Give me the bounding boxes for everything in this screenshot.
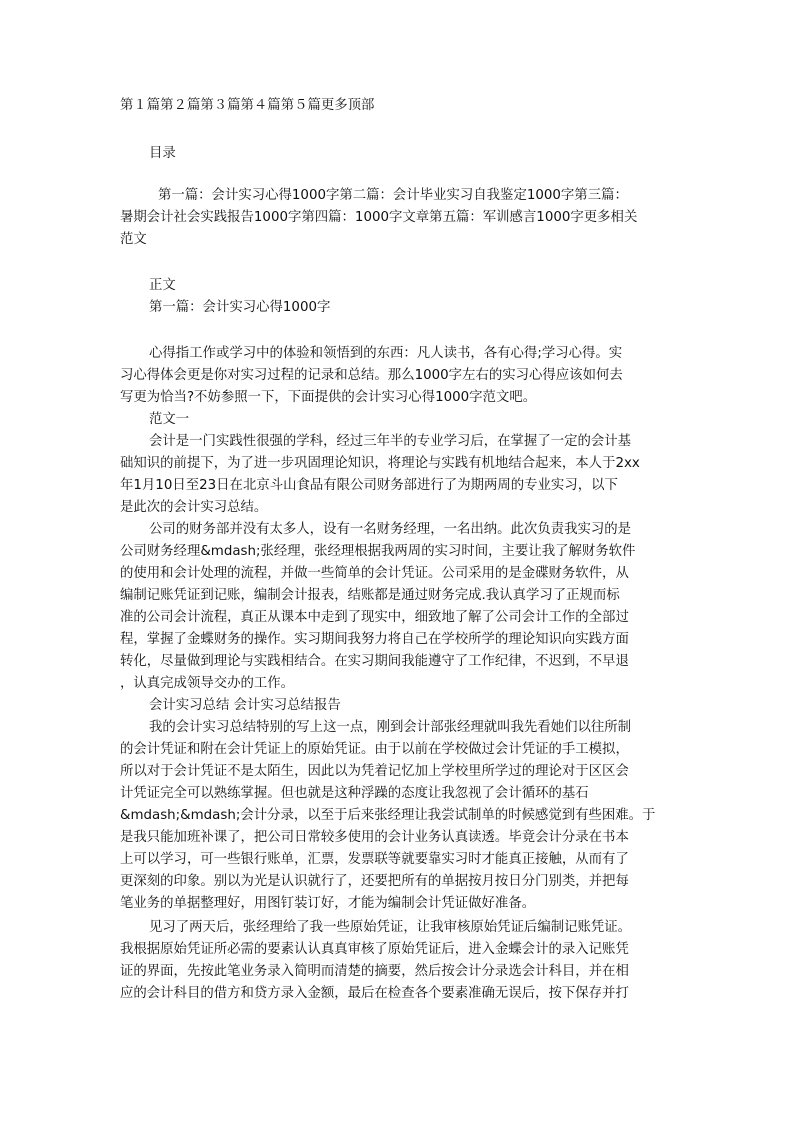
text-line: 是此次的会计实习总结。 <box>120 500 268 515</box>
nav-link-part-4[interactable]: 第４篇 <box>240 98 281 113</box>
text-line: 应的会计科目的借方和贷方录入金额，最后在检查各个要素准确无误后，按下保存并打 <box>120 986 629 1001</box>
text-line: 公司财务经理&mdash;张经理，张经理根据我两周的实习时间，主要让我了解财务软件 <box>120 544 636 559</box>
text-line: 笔业务的单据整理好，用图钉装订好，才能为编制会计凭证做好准备。 <box>120 896 536 911</box>
text-line: 准的公司会计流程，真正从课本中走到了现实中，细致地了解了公司会计工作的全部过 <box>120 610 629 625</box>
nav-link-more[interactable]: 更多 <box>320 98 348 113</box>
section-label: 会计实习总结 会计实习总结报告 <box>149 698 341 713</box>
text-line: 上可以学习，可一些银行账单，汇票，发票联等就要靠实习时才能真正接触，从而有了 <box>120 852 629 867</box>
text-line: 的会计凭证和附在会计凭证上的原始凭证。由于以前在学校做过会计凭证的手工模拟， <box>120 742 629 757</box>
text-line: 证的界面，先按此笔业务录入简明而清楚的摘要，然后按会计分录选会计科目，并在相 <box>120 964 629 979</box>
toc-line[interactable]: 范文 <box>120 232 147 247</box>
toc-heading: 目录 <box>149 146 176 161</box>
text-line: 年1月10日至23日在北京斗山食品有限公司财务部进行了为期两周的专业实习，以下 <box>120 478 618 493</box>
text-line: 的使用和会计处理的流程，并做一些简单的会计凭证。公司采用的是金碟财务软件，从 <box>120 566 629 581</box>
article-title: 第一篇：会计实习心得1000字 <box>149 300 331 315</box>
nav-link-part-2[interactable]: 第２篇 <box>160 98 201 113</box>
text-line: 所以对于会计凭证不是太陌生，因此以为凭着记忆加上学校里所学过的理论对于区区会 <box>120 764 629 779</box>
text-line: 写更为恰当?不妨参照一下，下面提供的会计实习心得1000字范文吧。 <box>120 390 537 405</box>
text-line: 转化，尽量做到理论与实践相结合。在实习期间我能遵守了工作纪律，不迟到，不早退 <box>120 654 629 669</box>
body-heading: 正文 <box>149 278 176 293</box>
text-line: 我根据原始凭证所必需的要素认认真真审核了原始凭证后，进入金蝶会计的录入记账凭 <box>120 942 629 957</box>
text-line: 是我只能加班补课了，把公司日常较多使用的会计业务认真读透。毕竟会计分录在书本 <box>120 830 629 845</box>
text-line: 公司的财务部并没有太多人，设有一名财务经理，一名出纳。此次负责我实习的是 <box>149 522 632 537</box>
text-line: 见习了两天后，张经理给了我一些原始凭证，让我审核原始凭证后编制记账凭证。 <box>149 920 632 935</box>
text-line: 础知识的前提下，为了进一步巩固理论知识，将理论与实践有机地结合起来，本人于2xx <box>120 456 640 471</box>
section-label: 范文一 <box>149 412 190 427</box>
text-line: 习心得体会更是你对实习过程的记录和总结。那么1000字左右的实习心得应该如何去 <box>120 368 623 383</box>
text-line: 我的会计实习总结特别的写上这一点，刚到会计部张经理就叫我先看她们以往所制 <box>149 720 632 735</box>
page-nav <box>120 98 374 114</box>
text-line: &mdash;&mdash;会计分录，以至于后来张经理让我尝试制单的时候感觉到有些困难。于 <box>120 808 656 823</box>
text-line: 会计是一门实践性很强的学科，经过三年半的专业学习后，在掌握了一定的会计基 <box>149 434 632 449</box>
text-line: 心得指工作或学习中的体验和领悟到的东西：凡人读书，各有心得;学习心得。实 <box>149 346 623 361</box>
text-line: 程，掌握了金蝶财务的操作。实习期间我努力将自己在学校所学的理论知识向实践方面 <box>120 632 629 647</box>
text-line: 更深刻的印象。别以为光是认识就行了，还要把所有的单据按月按日分门别类，并把每 <box>120 874 629 889</box>
nav-link-part-5[interactable]: 第５篇 <box>280 98 321 113</box>
text-line: 编制记账凭证到记账，编制会计报表，结账都是通过财务完成.我认真学习了正规而标 <box>120 588 620 603</box>
text-line: ，认真完成领导交办的工作。 <box>120 676 295 691</box>
toc-line[interactable]: 第一篇：会计实习心得1000字第二篇：会计毕业实习自我鉴定1000字第三篇： <box>158 188 628 203</box>
nav-link-top[interactable]: 顶部 <box>347 98 375 113</box>
nav-link-part-3[interactable]: 第３篇 <box>200 98 241 113</box>
toc-line[interactable]: 暑期会计社会实践报告1000字第四篇：1000字文章第五篇：军训感言1000字更多相关 <box>120 210 638 225</box>
nav-link-part-1[interactable]: 第１篇 <box>120 98 161 113</box>
text-line: 计凭证完全可以熟练掌握。但也就是这种浮躁的态度让我忽视了会计循环的基石 <box>120 786 589 801</box>
